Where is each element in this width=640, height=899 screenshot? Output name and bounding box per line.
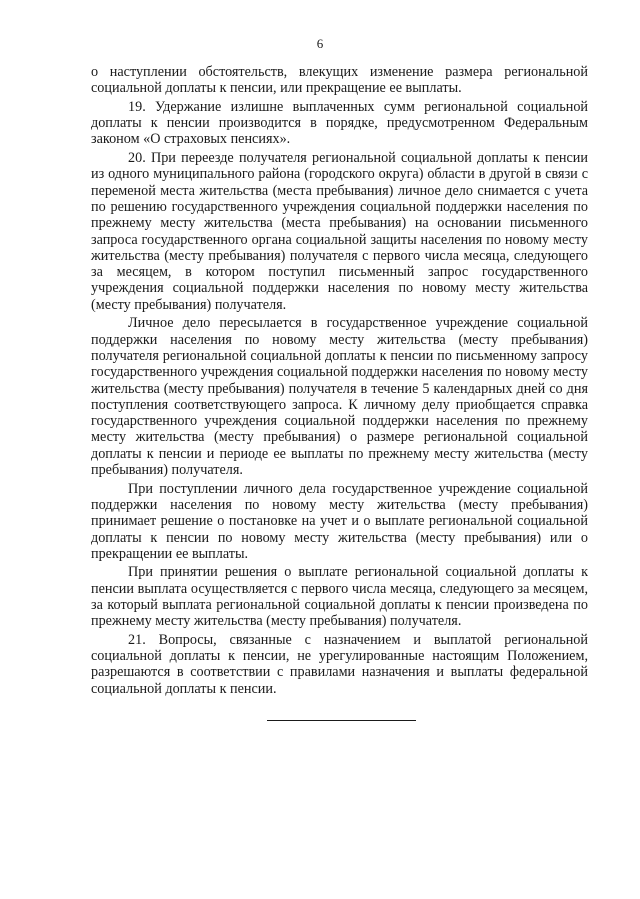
closing-divider-line <box>267 720 416 721</box>
page-number: 6 <box>316 36 324 51</box>
paragraph-personal-file-transfer: Личное дело пересылается в государственное учреждение социальной поддержки населения по новому месту жительства (месту пребывания) получателя региональной социальной доплаты к пенсии по письменному запросу государственного учреждения социальной поддержки населения по новому месту жительства (месту пребывания) получателя в течение 5 календарных дней со дня поступления соответствующего запроса. К личному делу приобщается справка государственного учреждения социальной поддержки населения по прежнему месту жительства (месту пребывания) о размере региональной социальной доплаты к пенсии и периоде ее выплаты по прежнему месту жительства (месту пребывания) получателя. <box>91 315 588 479</box>
paragraph-continuation: о наступлении обстоятельств, влекущих изменение размера региональной социальной доплаты к пенсии, или прекращение ее выплаты. <box>91 64 588 97</box>
paragraph-item-19: 19. Удержание излишне выплаченных сумм региональной социальной доплаты к пенсии производится в порядке, предусмотренном Федеральным законом «О страховых пенсиях». <box>91 98 588 148</box>
paragraph-item-21: 21. Вопросы, связанные с назначением и выплатой региональной социальной доплаты к пенсии, не урегулированные настоящим Положением, разрешаются в соответствии с правилами назначения и выплаты федеральной социальной доплаты к пенсии. <box>91 631 588 697</box>
paragraph-file-receipt: При поступлении личного дела государственное учреждение социальной поддержки населения по новому месту жительства (месту пребывания) принимает решение о постановке на учет и о выплате региональной социальной доплаты к пенсии по новому месту жительства (месту пребывания) или о прекращении ее выплаты. <box>91 480 588 562</box>
paragraph-item-20: 20. При переезде получателя региональной социальной доплаты к пенсии из одного муниципального района (городского округа) области в другой в связи с переменой места жительства (места пребывания) личное дело снимается с учета по решению государственного учреждения социальной поддержки населения по прежнему месту жительства (места пребывания) на основании письменного запроса государственного органа социальной защиты населения по новому месту жительства (месту пребывания) получателя с первого числа месяца, следующего за месяцем, в котором поступил письменный запрос государственного учреждения социальной поддержки населения по новому месту жительства (месту пребывания) получателя. <box>91 150 588 313</box>
document-body <box>91 64 588 697</box>
paragraph-payment-decision: При принятии решения о выплате региональной социальной доплаты к пенсии выплата осуществляется с первого числа месяца, следующего за месяцем, за который выплата региональной социальной доплаты к пенсии произведена по прежнему месту жительства (месту пребывания) получателя. <box>91 564 588 630</box>
